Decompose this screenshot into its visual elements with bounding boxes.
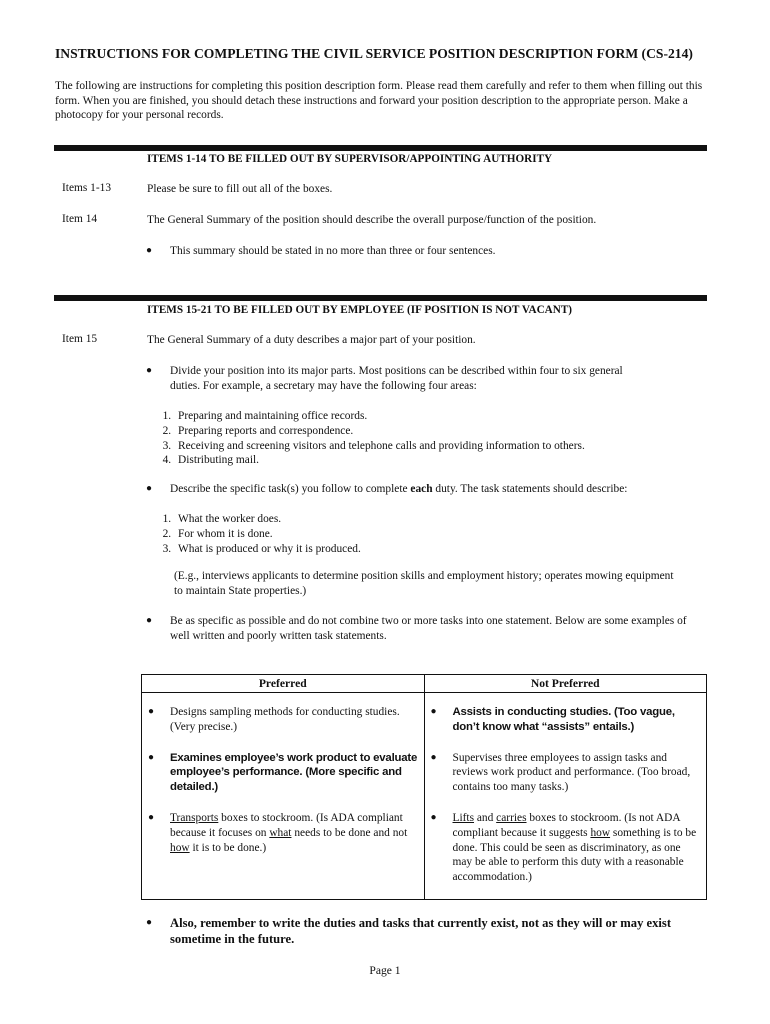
bullet-icon: ● [146,483,153,494]
item-14-text: The General Summary of the position should describe the overall purpose/function of the position. [147,214,597,226]
bullet-icon: ● [148,706,155,717]
not-preferred-example [431,811,701,885]
bullet-icon: ● [146,615,153,626]
items-1-13-label: Items 1-13 [62,182,112,194]
list-item: 1. What the worker does. [174,512,690,527]
item-14-label: Item 14 [62,213,98,225]
bullet-icon: ● [430,811,437,823]
describe-tasks-text [170,482,627,497]
section1-heading: ITEMS 1-14 TO BE FILLED OUT BY SUPERVISOR/APPOINTING AUTHORITY [147,153,553,165]
example-text: Examines employee’s work product to evaluate employee’s performance. (More specific and detailed.) [170,751,418,794]
preferred-example [148,751,418,795]
list-item: 2. For whom it is done. [174,527,690,542]
item-14-bullet-text: This summary should be stated in no more than three or four sentences. [170,245,496,257]
preferred-header: Preferred [142,675,425,693]
section-divider [54,145,707,151]
example-text: and [474,811,497,824]
example-text: (E.g., interviews applicants to determine position skills and employment history; operates mowing equipment to maintain State properties.) [174,570,674,597]
list-item: 2. Preparing reports and correspondence. [174,424,690,439]
intro-paragraph: The following are instructions for completing this position description form. Please read them carefully and refer to them when filling out this form. When you are finished, you should detach these instructions and forward your position description to the appropriate person. Make a photocopy for your personal records. [55,80,703,122]
be-specific-text: Be as specific as possible and do not combine two or more tasks into one statement. Below are some examples of well written and poorly written task statements. [170,615,687,642]
page-number: Page 1 [369,964,401,977]
item-15-text: The General Summary of a duty describes a major part of your position. [147,334,476,346]
list-item: 4. Distributing mail. [174,453,690,468]
preferred-column [142,693,425,900]
example-text: it is to be done.) [189,841,267,854]
example-text: needs to be done and not [291,826,408,839]
items-1-13-text: Please be sure to fill out all of the boxes. [147,183,333,195]
bullet-icon: ● [146,917,153,928]
describe-tasks-post: duty. The task statements should describe: [432,483,628,495]
preferred-example [148,705,418,735]
section-divider [54,295,707,301]
section2-heading: ITEMS 15-21 TO BE FILLED OUT BY EMPLOYEE (IF POSITION IS NOT VACANT) [147,304,573,316]
document-title: INSTRUCTIONS FOR COMPLETING THE CIVIL SERVICE POSITION DESCRIPTION FORM (CS-214) [55,46,693,61]
final-note: Also, remember to write the duties and tasks that currently exist, not as they will or may exist sometime in the future. [170,916,672,946]
example-text: boxes to stockroom. (Is not ADA compliant because it suggests [452,811,680,839]
not-preferred-column [424,693,707,900]
example-text: Designs sampling methods for conducting studies. (Very precise.) [170,706,400,733]
word-how: how [590,826,611,839]
bullet-icon: ● [148,751,154,763]
emphasis-each: each [410,483,433,495]
task-statement-table [141,674,707,900]
example-text: Assists in conducting studies. (Too vague, don’t know what “assists” entails.) [452,706,675,733]
bullet-icon: ● [146,365,153,376]
word-how: how [170,841,190,854]
example-text: boxes to stockroom. (Is ADA compliant because it focuses on [170,811,403,839]
not-preferred-example [431,705,701,735]
preferred-example [148,811,418,855]
duty-areas-list [150,409,690,468]
verb-lifts: Lifts [452,811,475,824]
list-item: 3. What is produced or why it is produced. [174,542,690,557]
not-preferred-header: Not Preferred [424,675,707,693]
task-parts-list [150,512,690,556]
list-item: 3. Receiving and screening visitors and telephone calls and providing information to others. [174,439,690,454]
verb-transports: Transports [170,811,219,824]
divide-position-text: Divide your position into its major parts. Most positions can be described within four to six general duties. For example, a secretary may have the following four areas: [170,365,623,392]
bullet-icon: ● [430,751,437,763]
example-text: something is to be done. This could be seen as discriminatory, as one may be able to perform this duty with a reasonable accommodation.) [452,826,697,884]
bullet-icon: ● [430,706,437,717]
list-item: 1. Preparing and maintaining office records. [174,409,690,424]
bullet-icon: ● [148,811,155,823]
verb-carries: carries [496,811,527,824]
example-text: Supervises three employees to assign tasks and reviews work product and performance. (Too broad, contains too many tasks.) [452,751,691,794]
item-15-label: Item 15 [62,333,98,345]
bullet-icon: ● [146,245,153,256]
describe-tasks-pre: Describe the specific task(s) you follow to complete [170,483,411,495]
word-what: what [269,826,292,839]
not-preferred-example [431,751,701,795]
